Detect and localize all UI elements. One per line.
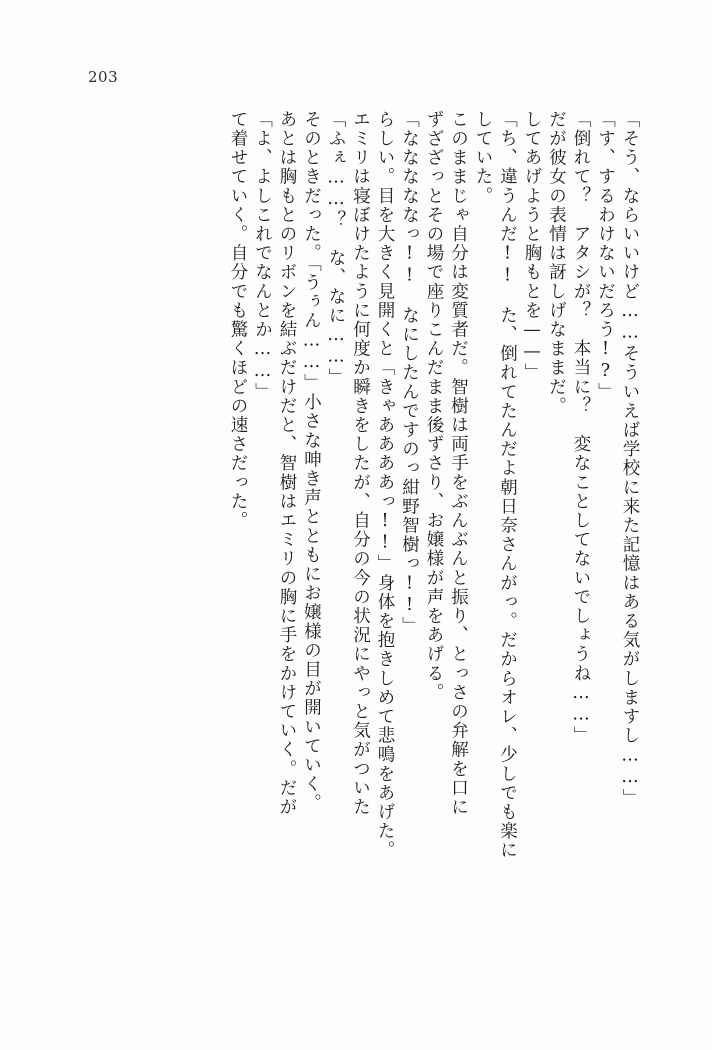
vertical-text-block	[60, 110, 638, 940]
text-column: だが彼女の表情は訝しげなままだ。	[546, 110, 567, 416]
text-column: 「なななななっ!! なにしたんですのっ紺野智樹っ!!」	[399, 110, 420, 636]
text-column: 「ち、違うんだ!! た、倒れてたんだよ朝日奈さんがっ。だからオレ、少しでも楽に	[497, 110, 518, 860]
text-column: 「よ、よしこれでなんとか……」	[252, 110, 273, 402]
text-column: 「ふぇ……？ な、なに……」	[326, 110, 346, 388]
text-column: あとは胸もとのリボンを結ぶだけだと、智樹はエミリの胸に手をかけていく。だが	[277, 110, 297, 817]
text-column: 「す、するわけないだろう!?」	[595, 110, 616, 402]
text-column: このままじゃ自分は変質者だ。智樹は両手をぶんぶんと振り、とっさの弁解を口に	[448, 110, 469, 817]
text-column: エミリは寝ぼけたように何度か瞬きをしたが、自分の今の状況にやっと気がついた	[350, 110, 371, 817]
text-column: そのときだった。「うぅん……」小さな呻き声とともにお嬢様の目が開いていく。	[301, 110, 322, 813]
text-column: 「そう、ならいいけど……そういえば学校に来た記憶はある気がしますし……」	[620, 110, 640, 808]
text-column: らしい。目を大きく見開くと「きゃああああっ!!」身体を抱きしめて悲鳴をあげた。	[375, 110, 395, 860]
text-column: してあげようと胸もとを——」	[522, 110, 542, 383]
page-number: 203	[88, 68, 119, 86]
text-column: て着せていく。自分でも驚くほどの速さだった。	[228, 110, 248, 531]
text-column: 「倒れて？ アタシが？ 本当に？ 変なことしてないでしょうね……」	[571, 110, 591, 746]
text-column: していた。	[473, 110, 493, 206]
text-column: ずざざっとその場で座りこんだまま後ずさり、お嬢様が声をあげる。	[424, 110, 444, 703]
